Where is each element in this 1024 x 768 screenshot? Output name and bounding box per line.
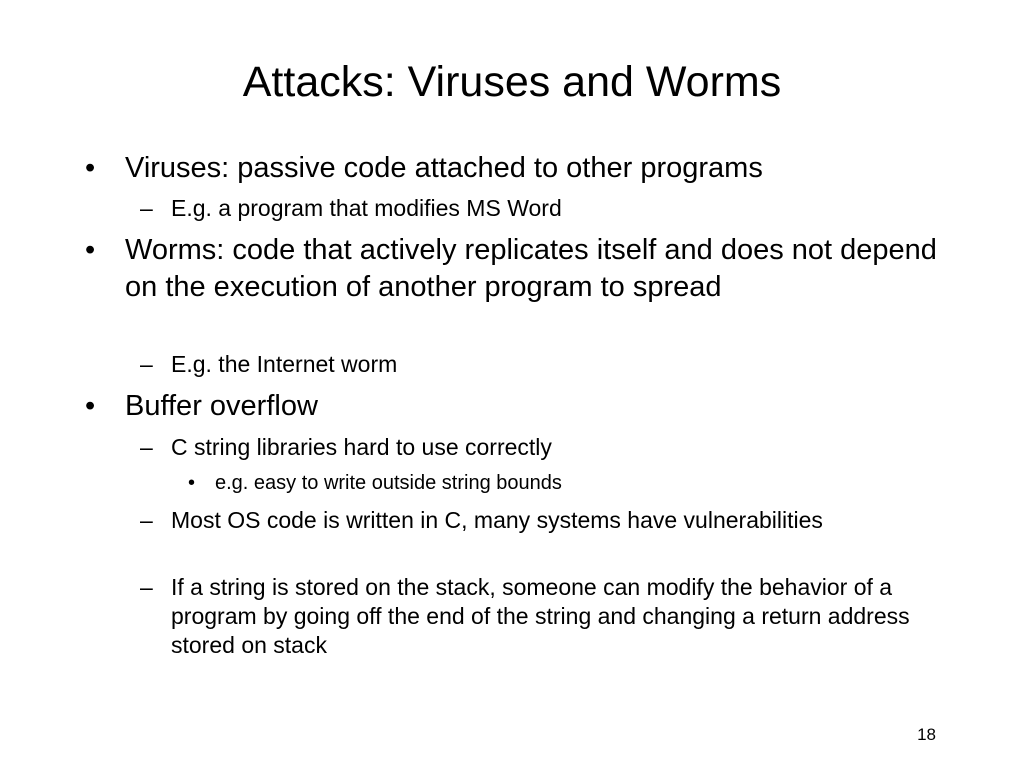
bullet-text: Viruses: passive code attached to other programs xyxy=(125,152,763,184)
slide-title: Attacks: Viruses and Worms xyxy=(242,58,782,106)
subitem-virus-example xyxy=(140,194,930,223)
subitem-text: E.g. a program that modifies MS Word xyxy=(171,195,562,221)
bullet-marker: • xyxy=(85,152,96,184)
subitem-c-string-libraries xyxy=(140,433,930,462)
subsubitem-string-bounds xyxy=(188,470,888,496)
dash-marker: – xyxy=(140,351,153,377)
subitem-text: E.g. the Internet worm xyxy=(171,351,398,377)
subitem-stack-string xyxy=(140,573,930,660)
dash-marker: – xyxy=(140,434,153,460)
page-number: 18 xyxy=(917,725,936,744)
dash-marker: – xyxy=(140,195,153,221)
subitem-os-code-in-c xyxy=(140,506,930,535)
dash-marker: – xyxy=(140,574,153,600)
bullet-item-viruses xyxy=(85,150,945,187)
bullet-marker: • xyxy=(188,472,196,494)
subitem-text: If a string is stored on the stack, someone can modify the behavior of a program by going off the end of the string and changing a return address stored on stack xyxy=(171,574,910,658)
subsubitem-text: e.g. easy to write outside string bounds xyxy=(215,472,562,494)
subitem-worm-example xyxy=(140,350,930,379)
bullet-item-worms xyxy=(85,232,945,306)
bullet-marker: • xyxy=(85,390,96,422)
bullet-marker: • xyxy=(85,234,96,266)
slide-body xyxy=(0,146,1024,706)
subitem-text: Most OS code is written in C, many systems have vulnerabilities xyxy=(171,507,823,533)
bullet-text: Buffer overflow xyxy=(125,390,318,422)
bullet-text: Worms: code that actively replicates itself and does not depend on the execution of another program to spread xyxy=(125,234,937,303)
subitem-text: C string libraries hard to use correctly xyxy=(171,434,552,460)
dash-marker: – xyxy=(140,507,153,533)
bullet-item-buffer-overflow xyxy=(85,388,945,425)
